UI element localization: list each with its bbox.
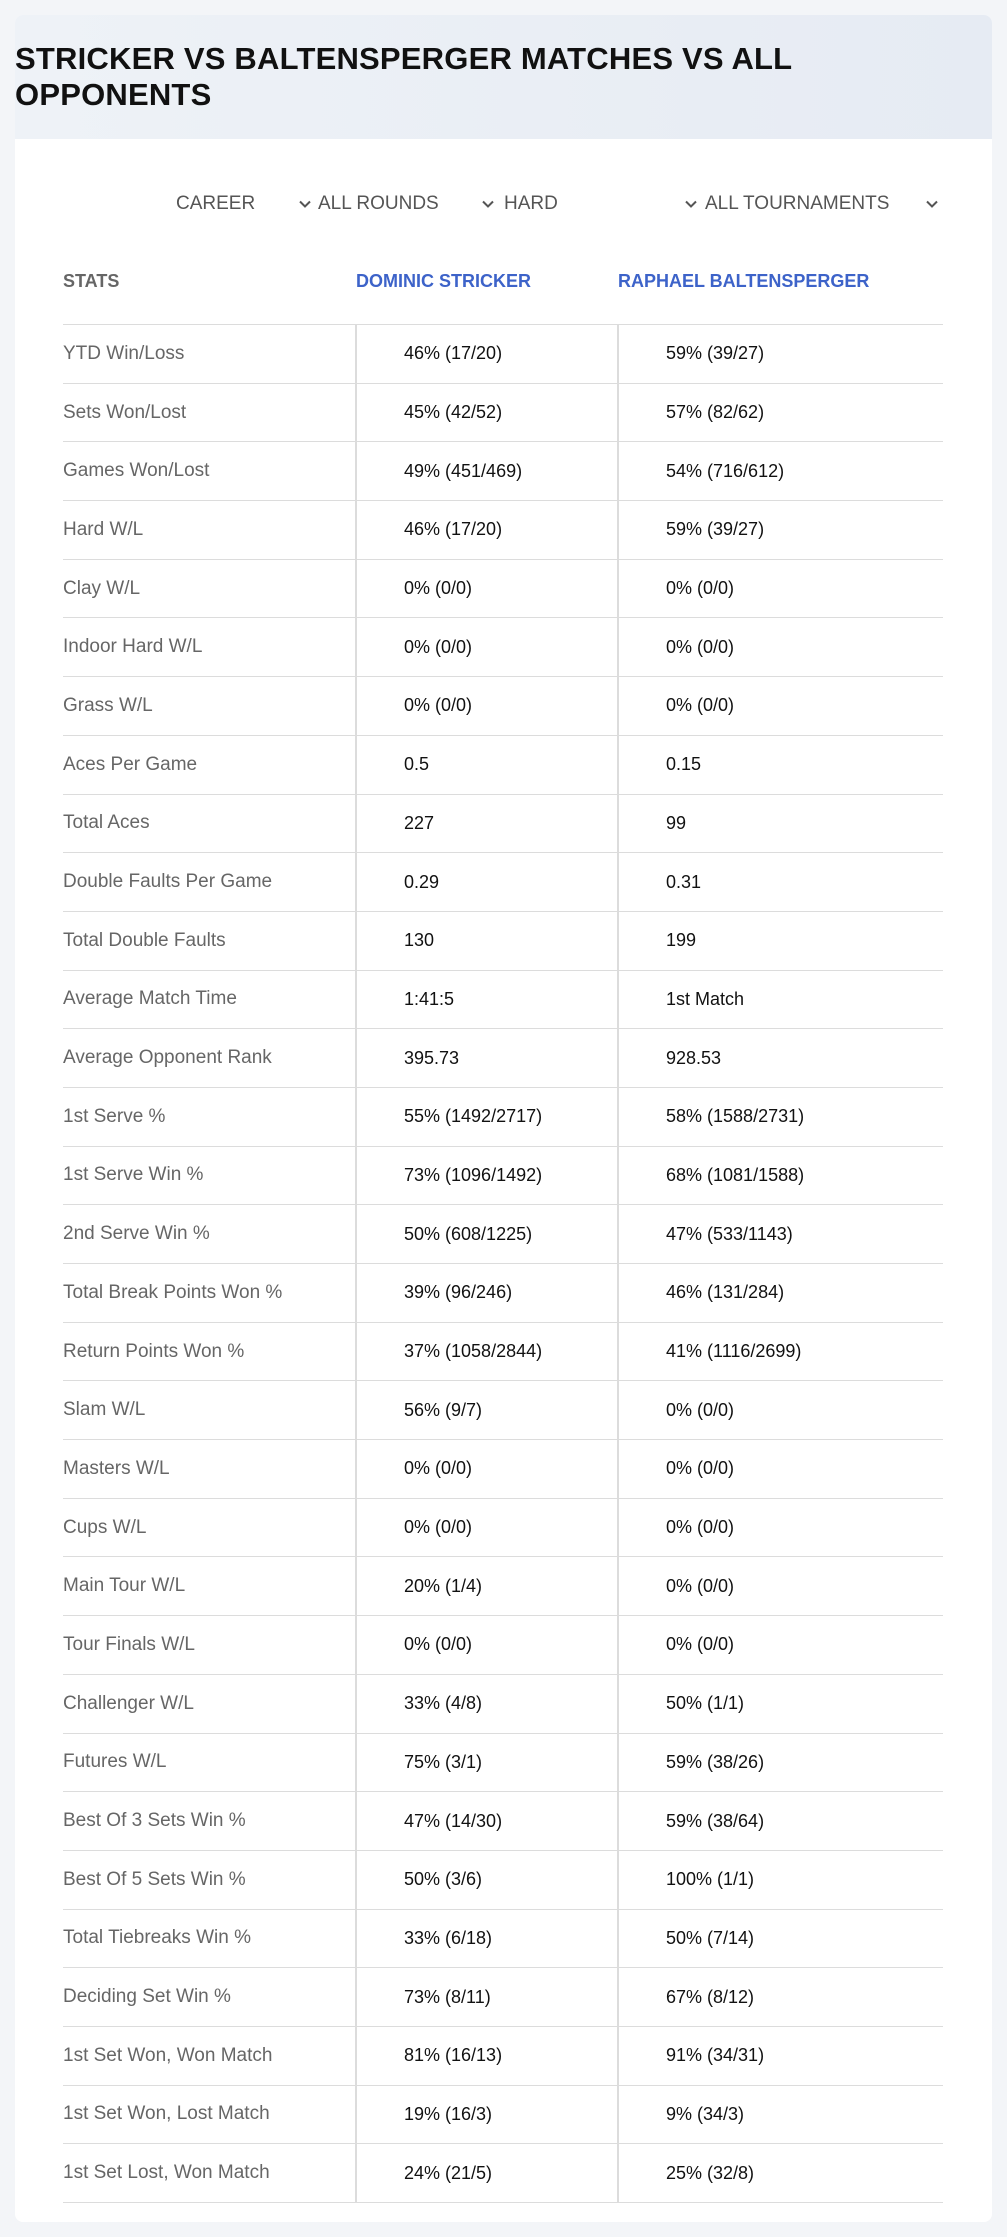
player1-value: 46% (17/20) [404,519,503,540]
table-row [63,1147,943,1206]
column-divider [355,501,357,559]
player1-value: 75% (3/1) [404,1751,483,1772]
table-row [63,2144,943,2203]
player1-value: 33% (6/18) [404,1927,493,1948]
stat-label: Total Double Faults [63,929,226,951]
player2-value: 199 [666,930,697,951]
player1-value: 19% (16/3) [404,2103,493,2124]
column-divider [617,1323,619,1381]
column-divider [355,2144,357,2202]
table-row [63,1205,943,1264]
player2-value: 0% (0/0) [666,1634,735,1655]
chevron-down-icon [684,197,698,211]
table-row [63,384,943,443]
table-row [63,795,943,854]
table-body [63,325,943,2203]
player2-value: 67% (8/12) [666,1986,755,2007]
career-select-label: CAREER [176,193,256,214]
stat-label: 1st Set Won, Won Match [63,2044,273,2066]
player2-value: 0% (0/0) [666,1399,735,1420]
rounds-select-label: ALL ROUNDS [318,193,439,214]
player1-value: 55% (1492/2717) [404,1106,543,1127]
player2-value: 59% (39/27) [666,519,765,540]
player2-column-header[interactable]: RAPHAEL BALTENSPERGER [618,271,870,291]
player1-value: 0% (0/0) [404,1517,473,1538]
stat-label: 1st Serve % [63,1105,166,1127]
page-title: STRICKER VS BALTENSPERGER MATCHES VS ALL OPPONENTS [15,41,792,112]
player1-value: 1:41:5 [404,988,455,1009]
stat-label: Total Break Points Won % [63,1281,283,1303]
column-divider [617,442,619,500]
column-divider [617,795,619,853]
stat-label: YTD Win/Loss [63,342,185,364]
player2-value: 9% (34/3) [666,2103,745,2124]
player1-value: 45% (42/52) [404,402,503,423]
column-divider [617,1029,619,1087]
stat-label: 1st Set Won, Lost Match [63,2103,270,2125]
column-divider [617,1734,619,1792]
player2-value: 0% (0/0) [666,1458,735,1479]
player2-value: 59% (38/64) [666,1810,765,1831]
stat-label: Double Faults Per Game [63,871,273,893]
player2-value: 58% (1588/2731) [666,1106,805,1127]
player2-value: 47% (533/1143) [666,1223,793,1244]
column-divider [617,1968,619,2026]
player2-value: 100% (1/1) [666,1869,755,1890]
column-divider [355,1088,357,1146]
table-row [63,1088,943,1147]
table-row [63,1851,943,1910]
player2-value: 59% (39/27) [666,343,765,364]
stat-label: Grass W/L [63,694,153,716]
column-divider [355,1968,357,2026]
column-divider [355,442,357,500]
column-divider [617,2086,619,2144]
stat-label: 2nd Serve Win % [63,1223,210,1245]
table-row [63,560,943,619]
player1-value: 0% (0/0) [404,1634,473,1655]
column-divider [355,1616,357,1674]
stat-label: Return Points Won % [63,1340,245,1362]
column-divider [617,2144,619,2202]
player1-value: 56% (9/7) [404,1399,483,1420]
player1-value: 0% (0/0) [404,636,473,657]
stat-label: Total Tiebreaks Win % [63,1927,251,1949]
player2-value: 57% (82/62) [666,402,765,423]
table-row [63,1968,943,2027]
player2-value: 0% (0/0) [666,1575,735,1596]
player1-value: 0% (0/0) [404,695,473,716]
column-divider [617,971,619,1029]
column-divider [617,1499,619,1557]
player2-value: 91% (34/31) [666,2045,765,2066]
table-row [63,1792,943,1851]
stat-label: Clay W/L [63,577,141,599]
column-divider [617,1675,619,1733]
column-divider [355,618,357,676]
column-divider [617,618,619,676]
table-row [63,1440,943,1499]
column-divider [617,1851,619,1909]
column-divider [617,912,619,970]
player2-value: 0.15 [666,754,702,775]
rounds-select[interactable] [318,187,498,221]
column-divider [617,1381,619,1439]
table-row [63,1264,943,1323]
page-header [15,15,992,139]
column-divider [355,1851,357,1909]
player1-value: 81% (16/13) [404,2045,503,2066]
player1-value: 33% (4/8) [404,1693,483,1714]
table-row [63,971,943,1030]
player1-value: 50% (608/1225) [404,1223,533,1244]
career-select[interactable] [176,187,314,221]
stat-label: Slam W/L [63,1399,146,1421]
stat-label: Indoor Hard W/L [63,636,203,658]
column-divider [355,325,357,383]
player1-value: 49% (451/469) [404,460,523,481]
table-row [63,1323,943,1382]
stat-label: Games Won/Lost [63,460,210,482]
column-divider [355,1440,357,1498]
player1-value: 24% (21/5) [404,2162,493,2183]
column-divider [355,1029,357,1087]
surface-select-label: HARD [504,193,558,214]
column-divider [355,795,357,853]
column-divider [617,1616,619,1674]
table-row [63,1499,943,1558]
table-row [63,1557,943,1616]
table-header [63,253,943,325]
column-divider [355,1675,357,1733]
player2-value: 99 [666,812,687,833]
table-row [63,736,943,795]
stat-label: Total Aces [63,812,150,834]
stat-label: Challenger W/L [63,1692,194,1714]
column-divider [355,560,357,618]
player1-value: 395.73 [404,1047,460,1068]
stats-card [15,15,992,2222]
player2-value: 46% (131/284) [666,1282,785,1303]
column-divider [617,1910,619,1968]
table-row [63,1616,943,1675]
surface-select[interactable] [504,187,700,221]
stat-label: 1st Serve Win % [63,1164,204,1186]
column-divider [617,501,619,559]
player2-value: 0% (0/0) [666,695,735,716]
table-row [63,2086,943,2145]
table-row [63,442,943,501]
column-divider [355,2027,357,2085]
table-row [63,677,943,736]
table-row [63,912,943,971]
player2-value: 928.53 [666,1047,722,1068]
column-divider [617,677,619,735]
player1-value: 0.5 [404,754,430,775]
stat-label: Futures W/L [63,1751,167,1773]
column-divider [617,1557,619,1615]
player2-value: 50% (7/14) [666,1927,755,1948]
stat-label: Masters W/L [63,1457,170,1479]
player1-value: 0% (0/0) [404,1458,473,1479]
table-row [63,325,943,384]
column-divider [355,1910,357,1968]
chevron-down-icon [298,197,312,211]
table-row [63,1910,943,1969]
column-divider [355,1792,357,1850]
player1-value: 0% (0/0) [404,578,473,599]
player2-value: 59% (38/26) [666,1751,765,1772]
table-row [63,1734,943,1793]
column-divider [617,2027,619,2085]
player1-value: 50% (3/6) [404,1869,483,1890]
column-divider [617,1792,619,1850]
column-divider [355,1323,357,1381]
player2-value: 50% (1/1) [666,1693,745,1714]
player2-value: 54% (716/612) [666,460,785,481]
table-row [63,1029,943,1088]
tournaments-select-label: ALL TOURNAMENTS [705,193,890,214]
player2-value: 0% (0/0) [666,1517,735,1538]
stat-label: Aces Per Game [63,753,198,775]
player1-value: 47% (14/30) [404,1810,503,1831]
column-divider [355,1381,357,1439]
column-divider [355,1264,357,1322]
column-divider [355,912,357,970]
stats-table [63,253,943,2203]
player1-value: 37% (1058/2844) [404,1341,543,1362]
stat-label: Best Of 5 Sets Win % [63,1868,246,1890]
column-divider [617,560,619,618]
table-row [63,501,943,560]
player1-value: 73% (8/11) [404,1986,491,2007]
player1-value: 46% (17/20) [404,343,503,364]
filter-bar [15,187,992,221]
player1-column-header[interactable]: DOMINIC STRICKER [356,271,531,291]
stat-label: Deciding Set Win % [63,1986,231,2008]
player2-value: 0.31 [666,871,702,892]
column-divider [617,1088,619,1146]
column-divider [355,1147,357,1205]
column-divider [355,1734,357,1792]
player1-value: 73% (1096/1492) [404,1164,543,1185]
column-divider [617,853,619,911]
stat-label: Average Match Time [63,988,237,1010]
chevron-down-icon [925,197,939,211]
column-divider [355,677,357,735]
stats-column-header: STATS [63,271,120,291]
stat-label: Average Opponent Rank [63,1047,272,1069]
column-divider [617,1147,619,1205]
column-divider [617,384,619,442]
table-row [63,853,943,912]
column-divider [355,2086,357,2144]
player1-value: 130 [404,930,435,951]
player2-value: 25% (32/8) [666,2162,755,2183]
column-divider [617,325,619,383]
stat-label: Sets Won/Lost [63,401,187,423]
stat-label: Hard W/L [63,518,144,540]
player1-value: 20% (1/4) [404,1575,483,1596]
chevron-down-icon [481,197,495,211]
player1-value: 39% (96/246) [404,1282,513,1303]
player2-value: 0% (0/0) [666,578,735,599]
stat-label: Best Of 3 Sets Win % [63,1810,246,1832]
column-divider [355,1499,357,1557]
column-divider [355,971,357,1029]
table-row [63,618,943,677]
player2-value: 68% (1081/1588) [666,1164,805,1185]
column-divider [617,1264,619,1322]
player2-value: 0% (0/0) [666,636,735,657]
player1-value: 227 [404,812,435,833]
table-row [63,2027,943,2086]
table-row [63,1675,943,1734]
column-divider [355,1557,357,1615]
stat-label: Main Tour W/L [63,1575,186,1597]
column-divider [617,736,619,794]
player2-value: 1st Match [666,988,745,1009]
column-divider [355,384,357,442]
column-divider [355,853,357,911]
column-divider [617,1440,619,1498]
column-divider [355,736,357,794]
table-row [63,1381,943,1440]
column-divider [355,1205,357,1263]
stat-label: Cups W/L [63,1516,147,1538]
player2-value: 41% (1116/2699) [666,1341,802,1362]
tournaments-select[interactable] [705,187,942,221]
column-divider [617,1205,619,1263]
stat-label: 1st Set Lost, Won Match [63,2162,270,2184]
stat-label: Tour Finals W/L [63,1633,195,1655]
player1-value: 0.29 [404,871,440,892]
